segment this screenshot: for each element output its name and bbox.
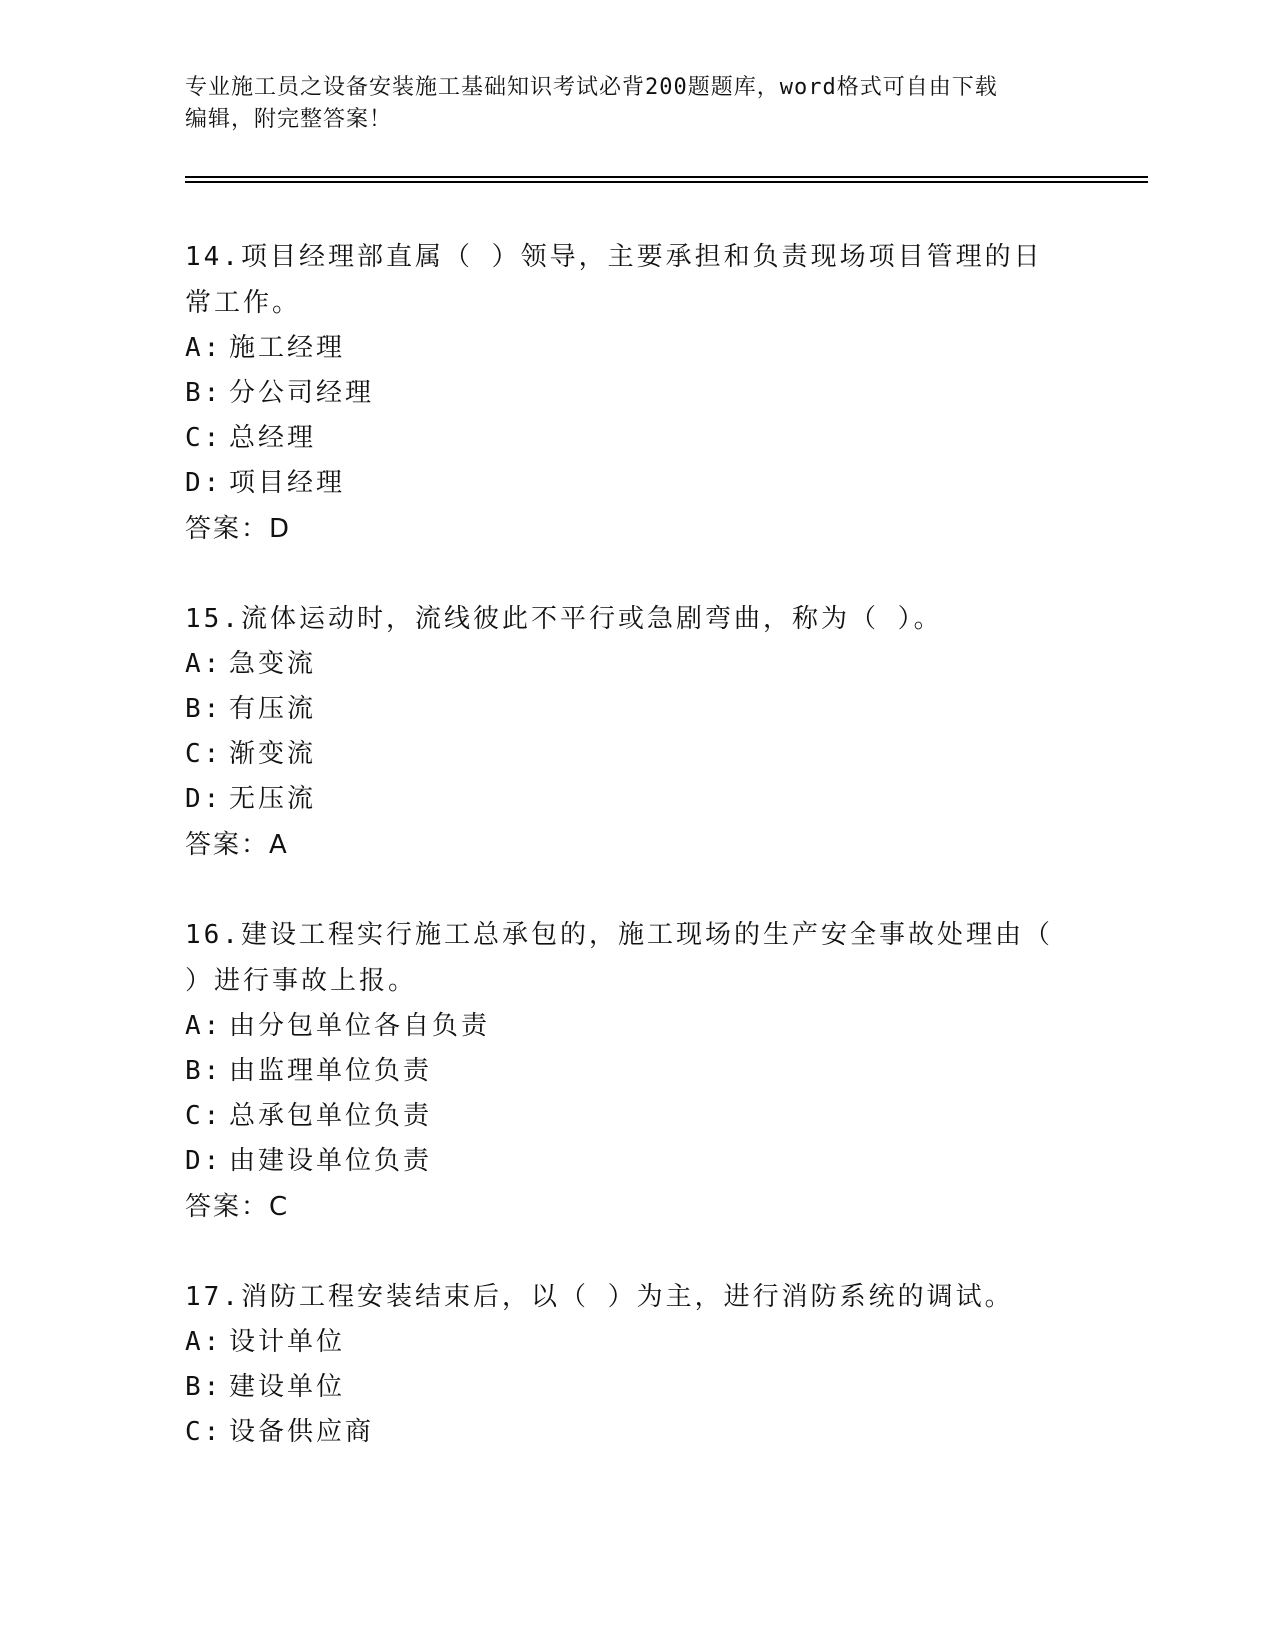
option-key: C:: [185, 423, 223, 453]
option-text: 总经理: [229, 423, 317, 453]
option-key: A:: [185, 649, 223, 679]
question-16: [185, 912, 1065, 1230]
option-key: D:: [185, 468, 223, 498]
option-text: 渐变流: [229, 739, 317, 769]
option-text: 总承包单位负责: [229, 1101, 433, 1131]
document-header: [185, 72, 1075, 136]
question-17: [185, 1274, 1065, 1455]
option-a: [185, 1320, 1065, 1365]
option-key: D:: [185, 784, 223, 814]
option-c: [185, 732, 1065, 777]
option-text: 由分包单位各自负责: [229, 1011, 491, 1041]
option-key: C:: [185, 739, 223, 769]
option-text: 由监理单位负责: [229, 1056, 433, 1086]
answer-line: 答案：D: [185, 514, 292, 544]
option-text: 项目经理: [229, 468, 346, 498]
option-c: [185, 1410, 1065, 1455]
header-title-line-2: 编辑，附完整答案！: [185, 107, 393, 132]
option-key: B:: [185, 378, 223, 408]
option-a: [185, 642, 1065, 687]
question-list: [185, 234, 1065, 1499]
option-c: [185, 1094, 1065, 1139]
option-text: 设计单位: [229, 1327, 346, 1357]
option-d: [185, 1139, 1065, 1184]
option-text: 施工经理: [229, 333, 346, 363]
option-key: A:: [185, 1327, 223, 1357]
question-stem: 16.建设工程实行施工总承包的，施工现场的生产安全事故处理由（ ）进行事故上报。: [185, 920, 1053, 996]
option-key: A:: [185, 333, 223, 363]
answer-line: 答案：C: [185, 1192, 290, 1222]
option-key: A:: [185, 1011, 223, 1041]
option-b: [185, 371, 1065, 416]
question-stem: 17.消防工程安装结束后，以（ ）为主，进行消防系统的调试。: [185, 1282, 1014, 1312]
option-text: 建设单位: [229, 1372, 346, 1402]
option-key: B:: [185, 694, 223, 724]
option-key: B:: [185, 1056, 223, 1086]
option-text: 设备供应商: [229, 1417, 375, 1447]
option-b: [185, 1049, 1065, 1094]
option-text: 由建设单位负责: [229, 1146, 433, 1176]
question-15: [185, 596, 1065, 868]
option-b: [185, 1365, 1065, 1410]
option-b: [185, 687, 1065, 732]
option-a: [185, 326, 1065, 371]
option-key: C:: [185, 1417, 223, 1447]
option-text: 急变流: [229, 649, 317, 679]
header-title-line-1: 专业施工员之设备安装施工基础知识考试必背200题题库，word格式可自由下载: [185, 75, 998, 100]
question-stem: 14.项目经理部直属（ ）领导，主要承担和负责现场项目管理的日常工作。: [185, 242, 1043, 318]
option-key: D:: [185, 1146, 223, 1176]
question-14: [185, 234, 1065, 552]
option-d: [185, 777, 1065, 822]
header-divider-bottom: [185, 181, 1148, 183]
answer-line: 答案：A: [185, 830, 289, 860]
option-key: C:: [185, 1101, 223, 1131]
option-text: 分公司经理: [229, 378, 375, 408]
header-divider-top: [185, 176, 1148, 178]
option-text: 无压流: [229, 784, 317, 814]
option-d: [185, 461, 1065, 506]
option-c: [185, 416, 1065, 461]
option-text: 有压流: [229, 694, 317, 724]
option-a: [185, 1004, 1065, 1049]
option-key: B:: [185, 1372, 223, 1402]
question-stem: 15.流体运动时，流线彼此不平行或急剧弯曲，称为（ ）。: [185, 604, 943, 634]
